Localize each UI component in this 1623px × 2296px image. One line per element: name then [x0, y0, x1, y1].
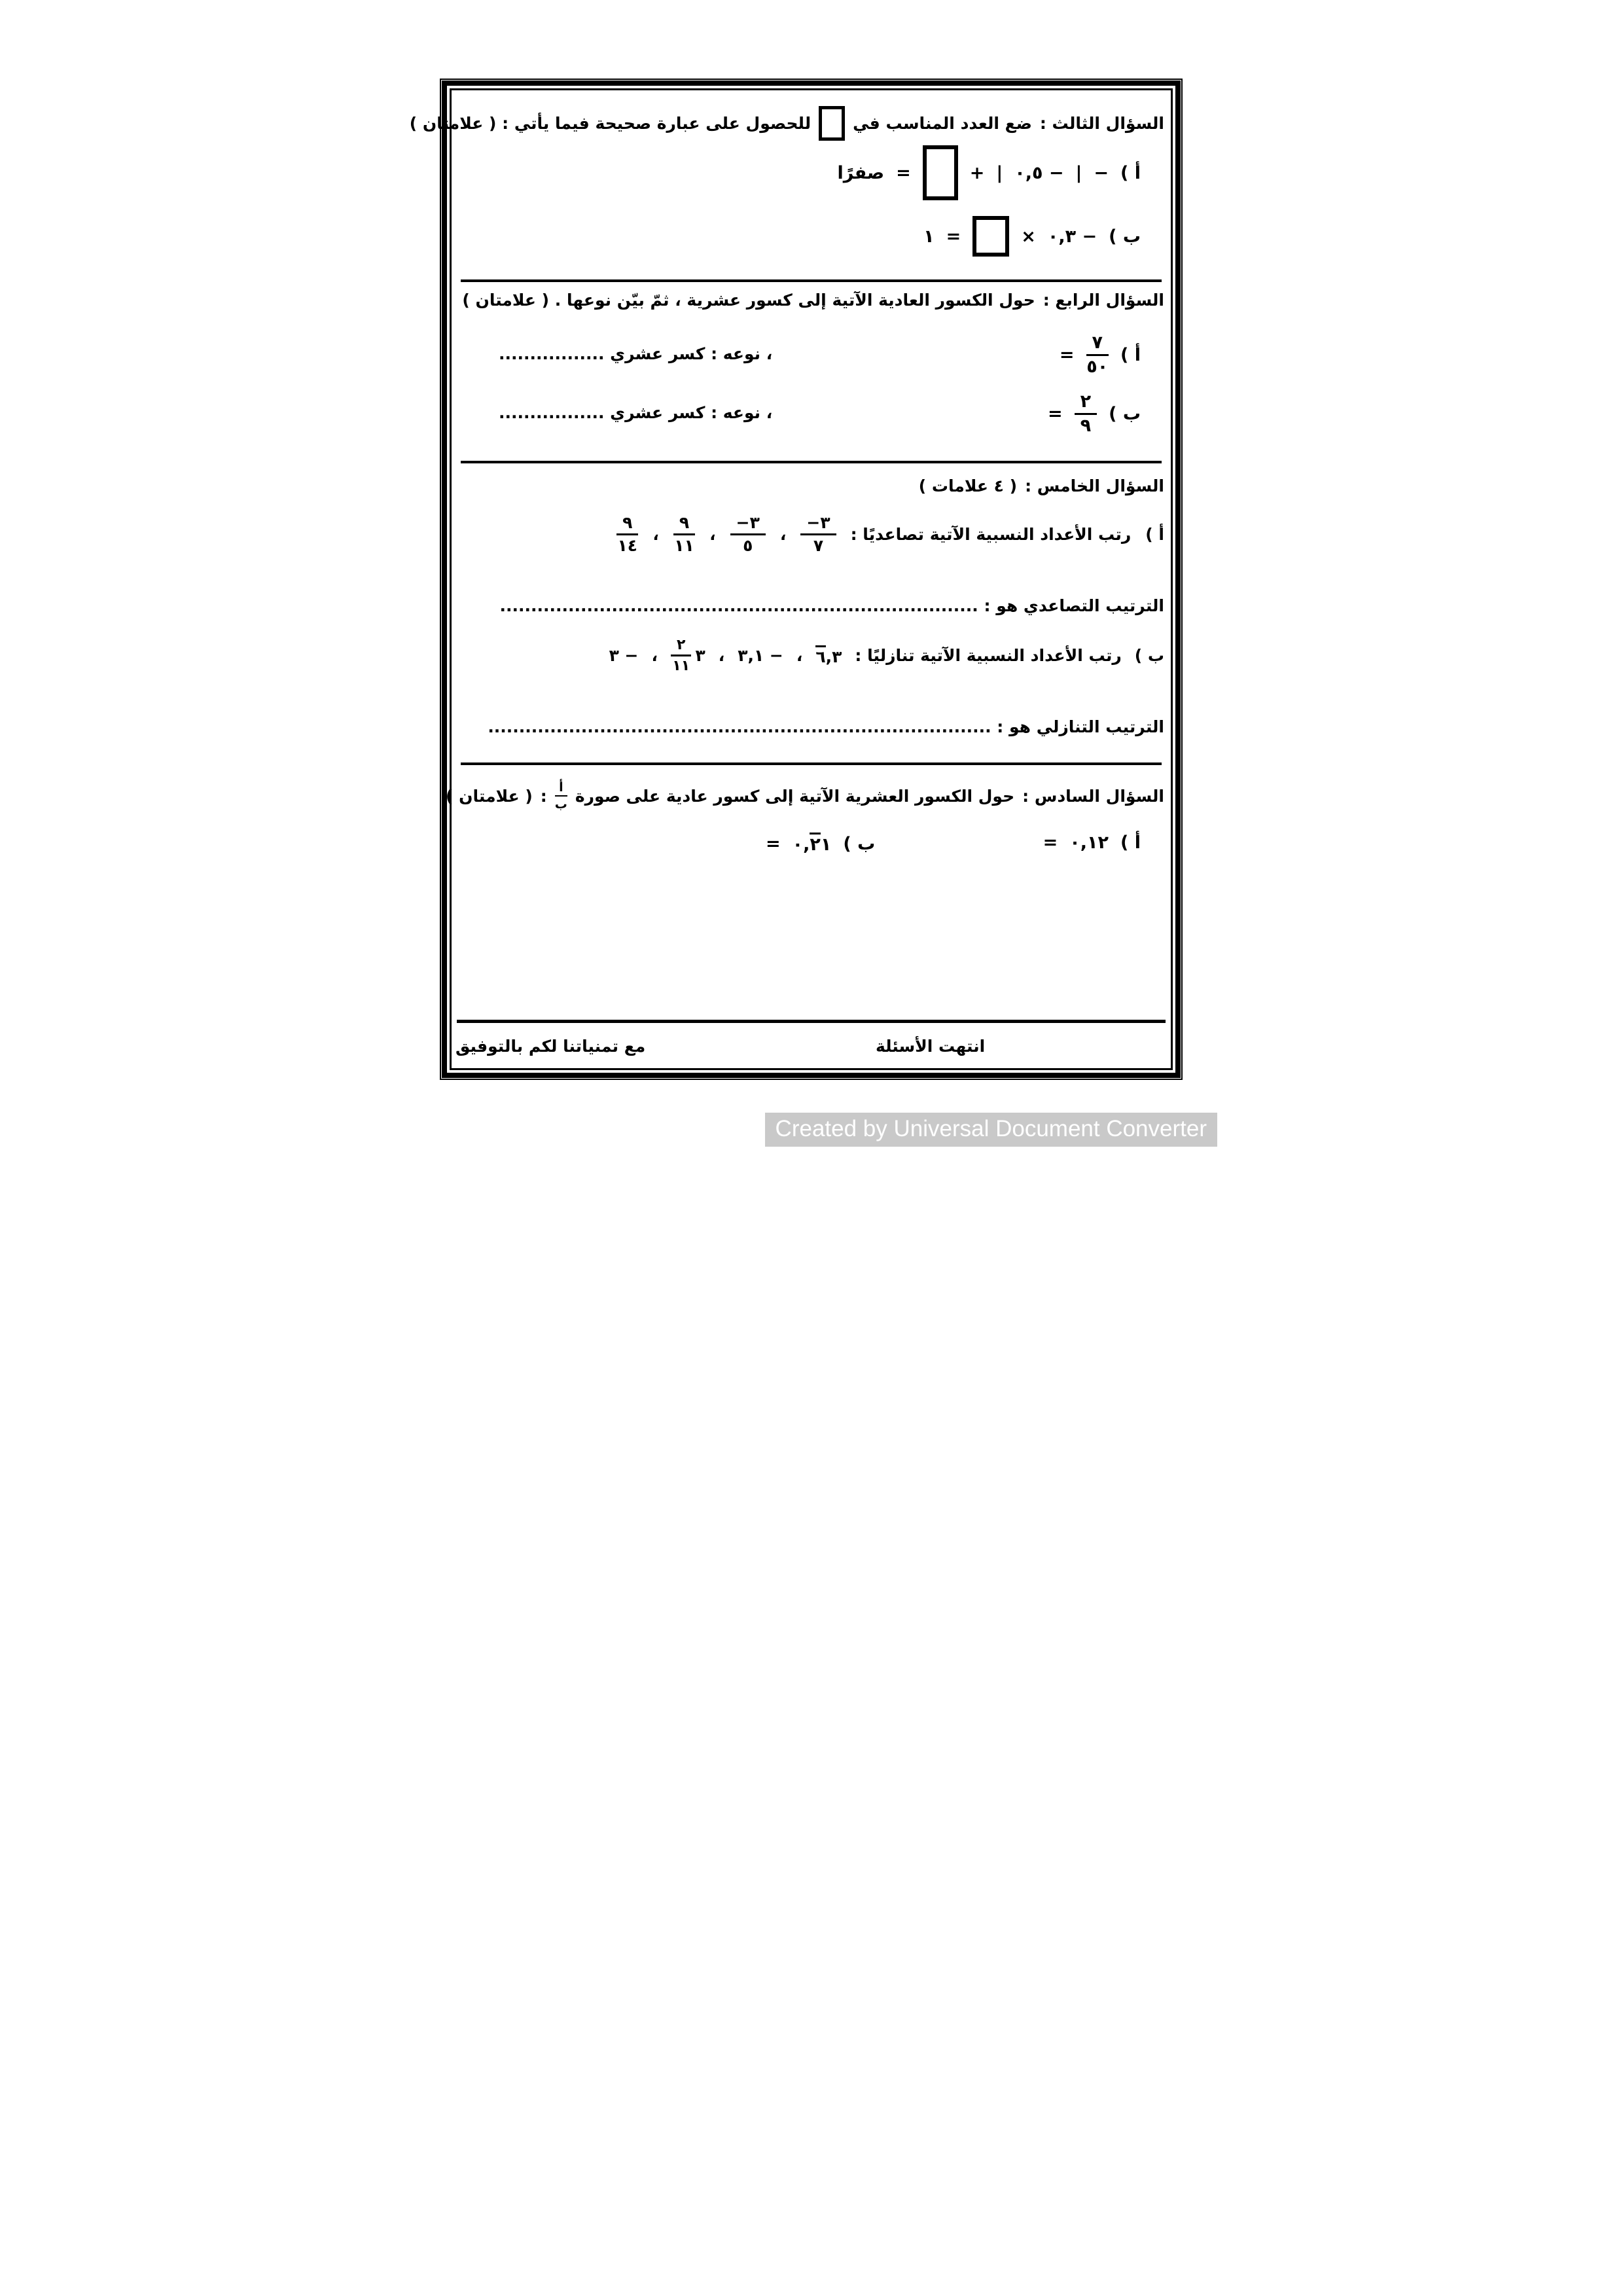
repeating-digit: ٦: [815, 645, 825, 666]
question5-item-b: [609, 637, 1164, 673]
repeating-digit: ٢: [810, 833, 820, 855]
list-separator: ،: [651, 646, 658, 666]
section-divider: [461, 279, 1162, 282]
question4-item-b: [1048, 393, 1141, 436]
page-border-outer: [409, 79, 1183, 1080]
decimal-pre: ٠,: [792, 834, 810, 855]
question3-header: [410, 106, 1164, 141]
decimal-number: [1048, 226, 1097, 247]
fraction-numerator: −٣: [730, 514, 766, 535]
item-b-label: ب ): [1109, 404, 1141, 425]
question3-intro-tail: للحصول على عبارة صحيحة فيما يأتي : ( علامتان ): [409, 114, 812, 133]
fraction-numerator: ٩: [673, 514, 695, 535]
answer-box-inline: [819, 106, 845, 141]
footer-wishes-text: [455, 1037, 645, 1056]
colon: :: [540, 787, 547, 806]
item-b-label: ب ): [843, 833, 876, 854]
mixed-number: [671, 637, 705, 673]
question4-item-a: [1060, 334, 1141, 377]
footer-end-text: [876, 1037, 985, 1056]
fraction: [616, 514, 638, 555]
abs-bar: |: [996, 162, 1003, 183]
question3-item-b: [923, 216, 1141, 257]
question6-item-a: [1043, 833, 1141, 853]
question6-marks: ( علامتان ): [446, 787, 533, 806]
item-a-label: أ ): [1120, 345, 1141, 366]
question5-title: السؤال الخامس :: [1025, 476, 1164, 495]
list-separator: ،: [779, 525, 787, 545]
question6-item-b: [766, 833, 875, 855]
question4-intro: حول الكسور العادية الآتية إلى كسور عشرية ، ثمّ بيّن نوعها . ( علامتان ): [462, 291, 1035, 310]
section-divider: [461, 762, 1162, 765]
mixed-whole: ٣: [695, 646, 705, 666]
fraction-numerator: ٢: [671, 637, 691, 656]
fraction: [800, 514, 836, 555]
item-a-label: أ ): [1145, 525, 1164, 545]
end-of-questions-label: انتهت الأسئلة: [876, 1037, 986, 1056]
question5-item-a: [616, 514, 1164, 555]
question5-header: [919, 476, 1164, 495]
fraction-numerator: −٣: [800, 514, 836, 535]
question4-title: السؤال الرابع :: [1043, 291, 1164, 310]
section-divider: [461, 461, 1162, 463]
fraction-numerator: ٧: [1086, 334, 1109, 356]
fraction: [1075, 393, 1097, 436]
list-separator: ،: [709, 525, 716, 545]
minus-sign: −: [1082, 226, 1097, 247]
question6-header: [446, 781, 1164, 811]
generic-fraction-a-over-b: [555, 781, 567, 811]
fraction: [1086, 334, 1109, 377]
minus-sign: −: [1094, 162, 1109, 183]
result-number: ١: [923, 226, 935, 247]
question5-b-text: رتب الأعداد النسبية الآتية تنازليًا :: [855, 646, 1122, 666]
decimal-post: ١: [820, 834, 832, 855]
decimal-rest: ,٣: [825, 647, 842, 666]
footer-divider: [457, 1020, 1166, 1023]
question6-title: السؤال السادس :: [1022, 787, 1164, 806]
good-luck-label: مع تمنياتنا لكم بالتوفيق: [455, 1037, 646, 1056]
minus-sign: −: [1048, 162, 1064, 183]
fraction-denominator: ٧: [813, 536, 824, 556]
question6-intro: حول الكسور العشرية الآتية إلى كسور عادية على صورة: [575, 787, 1015, 806]
page-border-inner: [409, 88, 1173, 1070]
equals-sign: =: [1043, 833, 1058, 853]
question4-item-b-note: [499, 403, 772, 422]
abs-value-number: [1014, 163, 1063, 183]
fraction-denominator: ٩: [1080, 416, 1092, 437]
item-b-label: ب ): [1134, 646, 1164, 666]
equals-sign: =: [1048, 404, 1063, 425]
equals-sign: =: [946, 226, 961, 247]
fraction-denominator: ١١: [672, 658, 690, 675]
question5-marks: ( ٤ علامات ): [918, 476, 1018, 495]
fraction-denominator: ٥: [743, 536, 753, 556]
fraction-denominator: ١١: [674, 536, 694, 556]
converter-watermark: [765, 1113, 1217, 1147]
fraction: [730, 514, 766, 555]
page-content: [409, 90, 1171, 1068]
answer-box-a: [923, 145, 958, 200]
decimal-number: ٣,١ −: [738, 646, 783, 666]
equals-sign: =: [1059, 345, 1075, 366]
ascending-answer-line: [500, 596, 1164, 615]
question3-item-a: [838, 145, 1141, 200]
ascending-answer-text: الترتيب التصاعدي هو : .............................................................................: [499, 596, 1164, 615]
fraction-numerator: ٢: [1075, 393, 1097, 415]
decimal-value: ٠,٥: [1014, 162, 1043, 183]
item-a-label: أ ): [1120, 833, 1141, 853]
decimal-number: ٠,١٢: [1069, 833, 1109, 853]
item-b-label: ب ): [1109, 226, 1141, 247]
times-sign: ×: [1021, 226, 1036, 247]
page-border-band: [409, 81, 1181, 1078]
descending-answer-line: [488, 717, 1164, 736]
equals-sign: =: [896, 162, 911, 183]
descending-answer-text: الترتيب التنازلي هو : .................................................................................: [488, 717, 1164, 736]
fraction: [673, 514, 695, 555]
fraction-denominator: ٥٠: [1086, 357, 1109, 378]
decimal-value: ٠,٣: [1047, 226, 1077, 247]
fraction-denominator: ١٤: [617, 536, 638, 556]
question3-title: السؤال الثالث :: [1039, 114, 1164, 133]
question4-item-a-note: [499, 344, 772, 363]
repeating-decimal-number: [815, 645, 842, 666]
question5-a-text: رتب الأعداد النسبية الآتية تصاعديًا :: [850, 525, 1132, 545]
list-separator: ،: [718, 646, 725, 666]
result-word: صفرًا: [837, 162, 885, 183]
fraction-denominator: ب: [554, 797, 567, 812]
abs-bar: |: [1075, 162, 1082, 183]
list-separator: ،: [652, 525, 659, 545]
fraction: [671, 637, 691, 673]
negative-integer: ٣ −: [609, 646, 639, 666]
exam-page: [406, 0, 1217, 1148]
plus-sign: +: [969, 162, 985, 183]
fraction-numerator: ٩: [616, 514, 638, 535]
question4-header: [462, 291, 1164, 310]
item-a-label: أ ): [1120, 162, 1141, 183]
type-note: ، نوعه : كسر عشري .................: [499, 344, 773, 363]
watermark-text: Created by Universal Document Converter: [775, 1116, 1207, 1141]
question3-intro: ضع العدد المناسب في: [853, 114, 1032, 133]
answer-box-b: [972, 216, 1009, 257]
repeating-decimal-number: [793, 833, 832, 855]
list-separator: ،: [796, 646, 803, 666]
fraction-numerator: أ: [555, 781, 567, 797]
type-note: ، نوعه : كسر عشري .................: [499, 403, 773, 422]
equals-sign: =: [766, 833, 781, 854]
